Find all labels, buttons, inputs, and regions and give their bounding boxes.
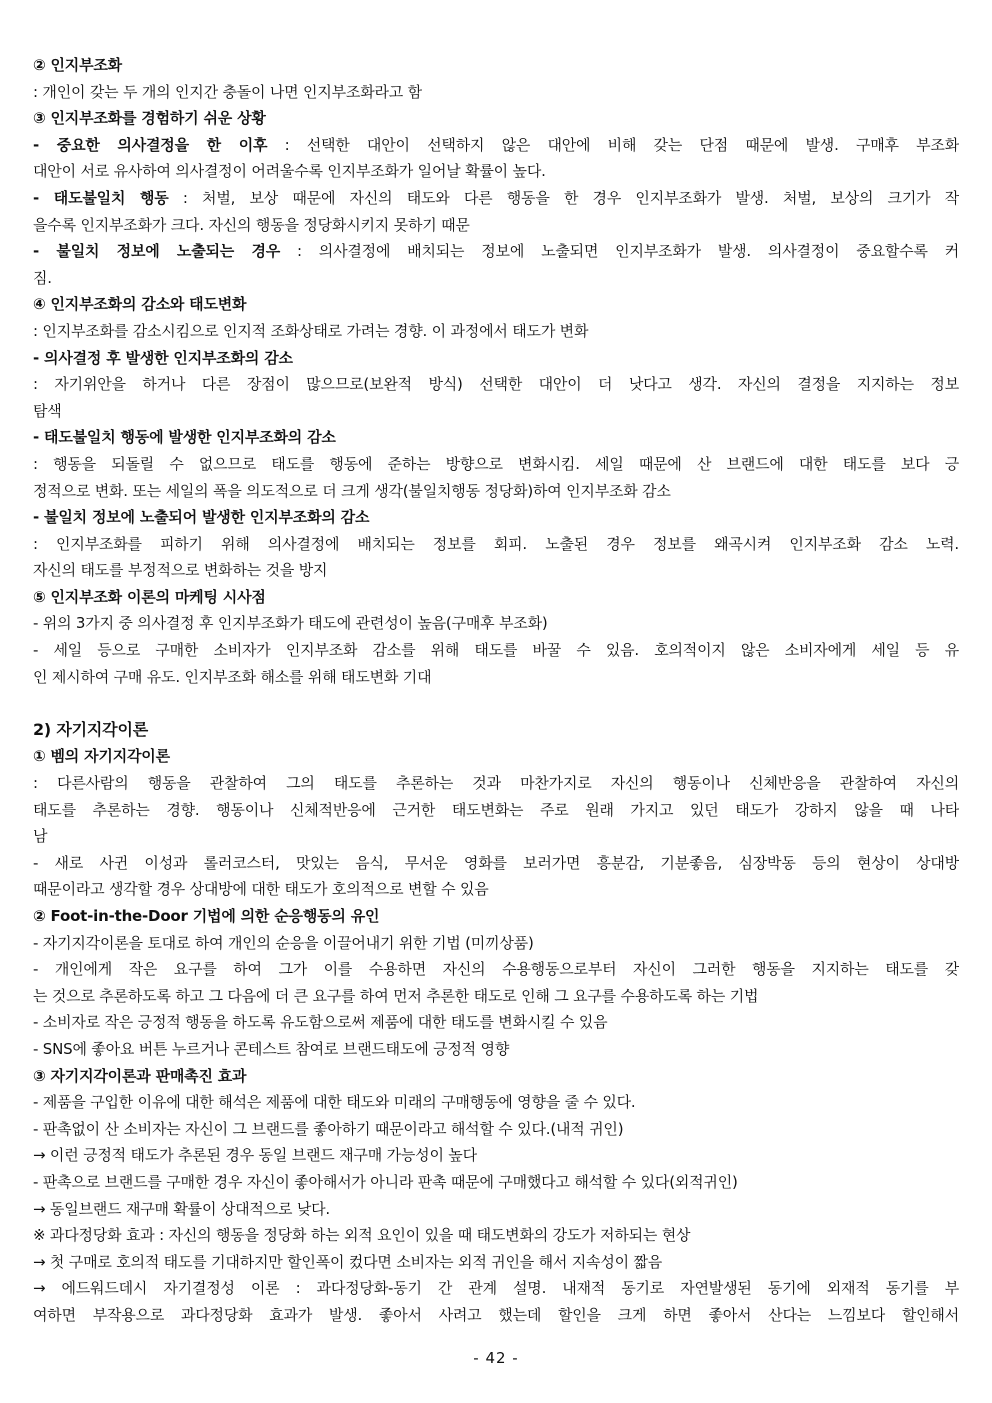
paragraph-line: 인 제시하여 구매 유도. 인지부조화 해소를 위해 태도변화 기대	[33, 667, 432, 686]
paragraph-line: : 행동을 되돌릴 수 없으므로 태도를 행동에 준하는 방향으로 변화시킴. 세일 때문에 산 브랜드에 대한 태도를 보다 긍	[33, 454, 959, 473]
document-body	[33, 52, 959, 1329]
paragraph-line: - 세일 등으로 구매한 소비자가 인지부조화 감소를 위해 태도를 바꿀 수 있음. 호의적이지 않은 소비자에게 세일 등 유	[33, 641, 959, 660]
heading: ④ 인지부조화의 감소와 태도변화	[33, 295, 247, 314]
paragraph-line: 는 것으로 추론하도록 하고 그 다음에 더 큰 요구를 하여 먼저 추론한 태도로 인해 그 요구를 수용하도록 하는 기법	[33, 986, 759, 1005]
paragraph-line: - 판촉으로 브랜드를 구매한 경우 자신이 좋아해서가 아니라 판촉 때문에 구매했다고 해석할 수 있다(외적귀인)	[33, 1172, 738, 1191]
term-description: : 선택한 대안이 선택하지 않은 대안에 비해 갖는 단점 때문에 발생. 구매후 부조화	[267, 135, 959, 154]
paragraph-line: → 첫 구매로 호의적 태도를 기대하지만 할인폭이 컸다면 소비자는 외적 귀인을 해서 지속성이 짧음	[33, 1252, 663, 1271]
heading: ② Foot-in-the-Door 기법에 의한 순응행동의 유인	[33, 907, 380, 925]
subheading: - 의사결정 후 발생한 인지부조화의 감소	[33, 348, 293, 367]
paragraph-line: : 자기위안을 하거나 다른 장점이 많으므로(보완적 방식) 선택한 대안이 더 낫다고 생각. 자신의 결정을 지지하는 정보	[33, 375, 959, 394]
paragraph-line: : 다른사람의 행동을 관찰하여 그의 태도를 추론하는 것과 마찬가지로 자신의 행동이나 신체반응을 관찰하여 자신의	[33, 774, 959, 793]
paragraph-line: - 개인에게 작은 요구를 하여 그가 이를 수용하면 자신의 수용행동으로부터 자신이 그러한 행동을 지지하는 태도를 갖	[33, 960, 959, 979]
heading: ⑤ 인지부조화 이론의 마케팅 시사점	[33, 587, 266, 606]
paragraph-line: ※ 과다정당화 효과 : 자신의 행동을 정당화 하는 외적 요인이 있을 때 태도변화의 강도가 저하되는 현상	[33, 1226, 691, 1245]
paragraph-line: 때문이라고 생각할 경우 상대방에 대한 태도가 호의적으로 변할 수 있음	[33, 880, 489, 899]
paragraph-line: 남	[33, 827, 48, 846]
paragraph-line: → 에드워드데시 자기결정성 이론 : 과다정당화-동기 간 관계 설명. 내재적 동기로 자연발생된 동기에 외재적 동기를 부	[33, 1279, 959, 1298]
paragraph-line: - 소비자로 작은 긍정적 행동을 하도록 유도함으로써 제품에 대한 태도를 변화시킬 수 있음	[33, 1013, 608, 1032]
paragraph-line: - 위의 3가지 중 의사결정 후 인지부조화가 태도에 관련성이 높음(구매후 부조화)	[33, 614, 548, 633]
paragraph-line: 짐.	[33, 268, 52, 287]
paragraph-line: - 제품을 구입한 이유에 대한 해석은 제품에 대한 태도와 미래의 구매행동에 영향을 줄 수 있다.	[33, 1093, 636, 1112]
paragraph-line: : 인지부조화를 피하기 위해 의사결정에 배치되는 정보를 회피. 노출된 경우 정보를 왜곡시켜 인지부조화 감소 노력.	[33, 534, 959, 553]
paragraph-line: - 새로 사귄 이성과 롤러코스터, 맛있는 음식, 무서운 영화를 보러가면 흥분감, 기분좋음, 심장박동 등의 현상이 상대방	[33, 853, 959, 872]
paragraph-line: 대안이 서로 유사하여 의사결정이 어려울수록 인지부조화가 일어날 확률이 높다.	[33, 162, 546, 181]
term-description: : 처벌, 보상 때문에 자신의 태도와 다른 행동을 한 경우 인지부조화가 발생. 처벌, 보상의 크기가 작	[168, 188, 959, 207]
paragraph-line	[33, 132, 959, 159]
paragraph-line: 탐색	[33, 401, 62, 420]
paragraph-line: 태도를 추론하는 경향. 행동이나 신체적반응에 근거한 태도변화는 주로 원래 가지고 있던 태도가 강하지 않을 때 나타	[33, 800, 959, 819]
paragraph-line	[33, 185, 959, 212]
subheading: - 불일치 정보에 노출되어 발생한 인지부조화의 감소	[33, 508, 370, 527]
page-number: - 42 -	[473, 1349, 519, 1367]
heading: ③ 인지부조화를 경험하기 쉬운 상황	[33, 109, 266, 128]
paragraph-line: 자신의 태도를 부정적으로 변화하는 것을 방지	[33, 561, 328, 580]
paragraph-line: → 이런 긍정적 태도가 추론된 경우 동일 브랜드 재구매 가능성이 높다	[33, 1146, 477, 1165]
paragraph-line: - 자기지각이론을 토대로 하여 개인의 순응을 이끌어내기 위한 기법 (미끼상품)	[33, 933, 534, 952]
paragraph-line: → 동일브랜드 재구매 확률이 상대적으로 낮다.	[33, 1199, 330, 1218]
term-description: : 의사결정에 배치되는 정보에 노출되면 인지부조화가 발생. 의사결정이 중요할수록 커	[280, 242, 959, 261]
heading: ① 벰의 자기지각이론	[33, 747, 170, 766]
subheading: - 태도불일치 행동에 발생한 인지부조화의 감소	[33, 428, 336, 447]
blank-line	[33, 690, 959, 717]
paragraph-line: 여하면 부작용으로 과다정당화 효과가 발생. 좋아서 사려고 했는데 할인을 크게 하면 좋아서 산다는 느낌보다 할인해서	[33, 1305, 959, 1324]
paragraph-line: : 인지부조화를 감소시킴으로 인지적 조화상태로 가려는 경향. 이 과정에서 태도가 변화	[33, 321, 589, 340]
heading: ② 인지부조화	[33, 56, 122, 74]
section-title: 2) 자기지각이론	[33, 719, 148, 739]
paragraph-line: - SNS에 좋아요 버튼 누르거나 콘테스트 참여로 브랜드태도에 긍정적 영향	[33, 1039, 510, 1058]
paragraph-line: 정적으로 변화. 또는 세일의 폭을 의도적으로 더 크게 생각(불일치행동 정당화)하여 인지부조화 감소	[33, 481, 671, 500]
paragraph-line	[33, 238, 959, 265]
bold-term: - 중요한 의사결정을 한 이후	[33, 135, 268, 154]
heading: ③ 자기지각이론과 판매촉진 효과	[33, 1066, 247, 1085]
bold-term: - 태도불일치 행동	[33, 188, 169, 207]
paragraph-line: 을수록 인지부조화가 크다. 자신의 행동을 정당화시키지 못하기 때문	[33, 215, 470, 234]
paragraph-line: - 판촉없이 산 소비자는 자신이 그 브랜드를 좋아하기 때문이라고 해석할 수 있다.(내적 귀인)	[33, 1119, 624, 1138]
paragraph-line: : 개인이 갖는 두 개의 인지간 충돌이 나면 인지부조화라고 함	[33, 82, 422, 101]
bold-term: - 불일치 정보에 노출되는 경우	[33, 242, 281, 261]
